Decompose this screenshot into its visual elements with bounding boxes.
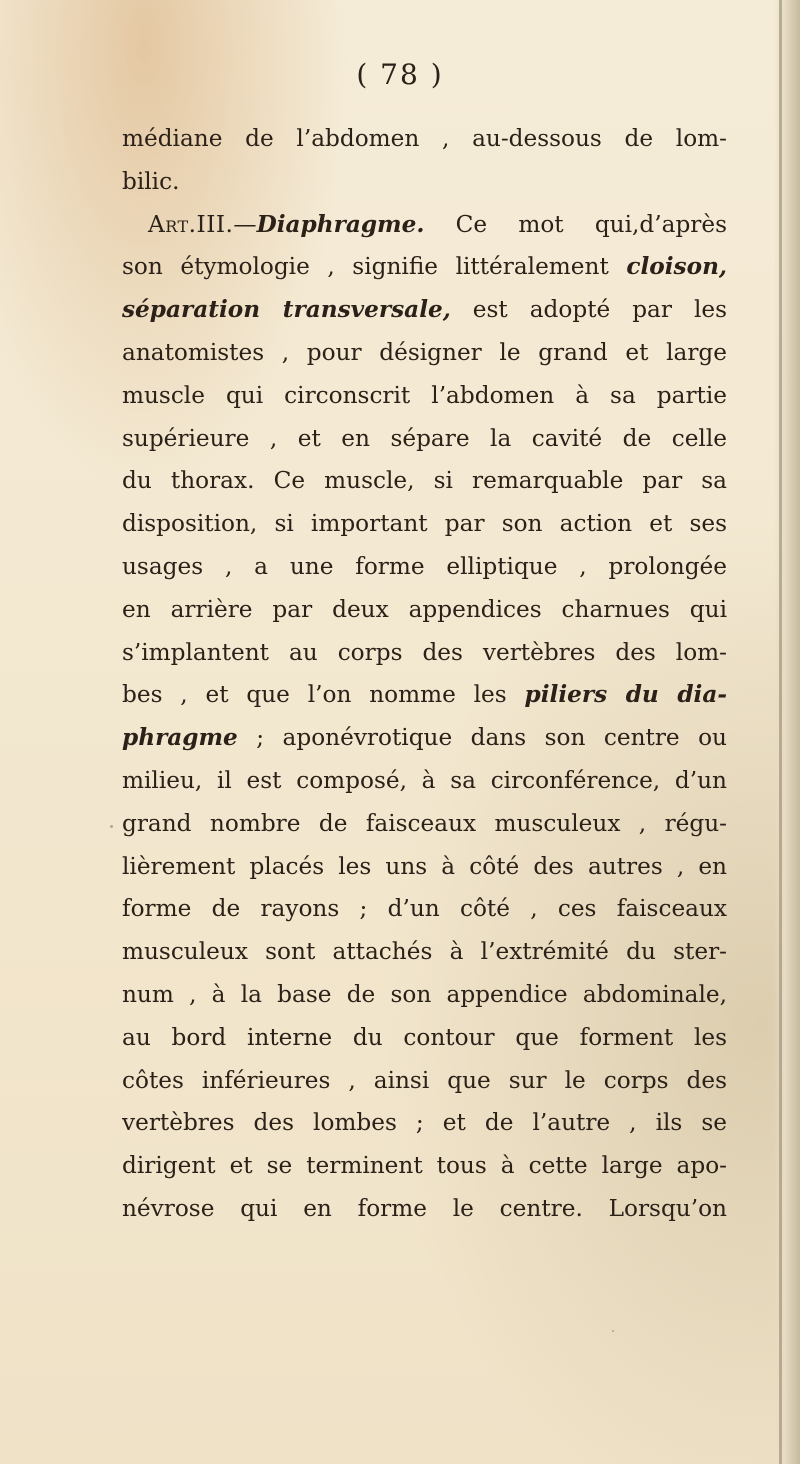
- text-line: dirigent et se terminent tous à cette large apo-: [122, 1152, 727, 1180]
- ink-speck: [612, 1330, 614, 1332]
- text-line: du thorax. Ce muscle, si remarquable par sa: [122, 467, 727, 495]
- text-line: anatomistes , pour désigner le grand et large: [122, 338, 727, 366]
- article-title: Diaphragme.: [256, 210, 425, 238]
- text-run: bes , et que l’on nomme les: [122, 681, 525, 709]
- text-line: usages , a une forme elliptique , prolongée: [122, 552, 727, 580]
- text-line: [122, 289, 727, 332]
- text-line: muscle qui circonscrit l’abdomen à sa partie: [122, 381, 727, 409]
- text-line: côtes inférieures , ainsi que sur le corps des: [122, 1066, 727, 1094]
- text-line: au bord interne du contour que forment les: [122, 1023, 727, 1051]
- text-run: ; aponévrotique dans son centre ou: [237, 724, 727, 752]
- text-line: disposition, si important par son action et ses: [122, 510, 727, 538]
- body-text: [122, 118, 727, 1231]
- text-line: s’implantent au corps des vertèbres des lom-: [122, 638, 727, 666]
- text-line: [122, 717, 727, 760]
- ink-speck: [110, 825, 113, 828]
- text-line: milieu, il est composé, à sa circonférence, d’un: [122, 766, 727, 794]
- text-line: névrose qui en forme le centre. Lorsqu’on: [122, 1194, 727, 1222]
- em-dash: —: [233, 210, 257, 238]
- text-run: est adopté par les: [450, 296, 727, 324]
- text-line: supérieure , et en sépare la cavité de celle: [122, 424, 727, 452]
- article-heading-line: [122, 204, 727, 247]
- text-line: [122, 674, 727, 717]
- italic-term: séparation transversale,: [122, 296, 451, 324]
- text-line: grand nombre de faisceaux musculeux , régu-: [122, 809, 727, 837]
- text-line: médiane de l’abdomen , au-dessous de lom-: [122, 125, 727, 152]
- text-run: Ce mot qui,d’après: [424, 210, 727, 238]
- text-line: vertèbres des lombes ; et de l’autre , ils se: [122, 1109, 727, 1137]
- binding-edge: [779, 0, 782, 1464]
- text-line: bilic.: [122, 167, 180, 195]
- text-line: [122, 246, 727, 289]
- page-gutter: [774, 0, 800, 1464]
- text-line: num , à la base de son appendice abdominale,: [122, 980, 727, 1008]
- italic-term: piliers du dia-: [524, 681, 727, 709]
- page-number: ( 78 ): [356, 58, 444, 91]
- italic-term: cloison,: [626, 253, 727, 281]
- italic-term: phragme: [122, 724, 238, 752]
- article-label: Art.III.: [148, 210, 234, 238]
- text-line: en arrière par deux appendices charnues qui: [122, 595, 727, 623]
- text-line: lièrement placés les uns à côté des autres , en: [122, 852, 727, 880]
- text-line: musculeux sont attachés à l’extrémité du ster-: [122, 938, 727, 966]
- text-run: son étymologie , signifie littéralement: [122, 253, 627, 281]
- text-line: forme de rayons ; d’un côté , ces faisceaux: [122, 895, 727, 923]
